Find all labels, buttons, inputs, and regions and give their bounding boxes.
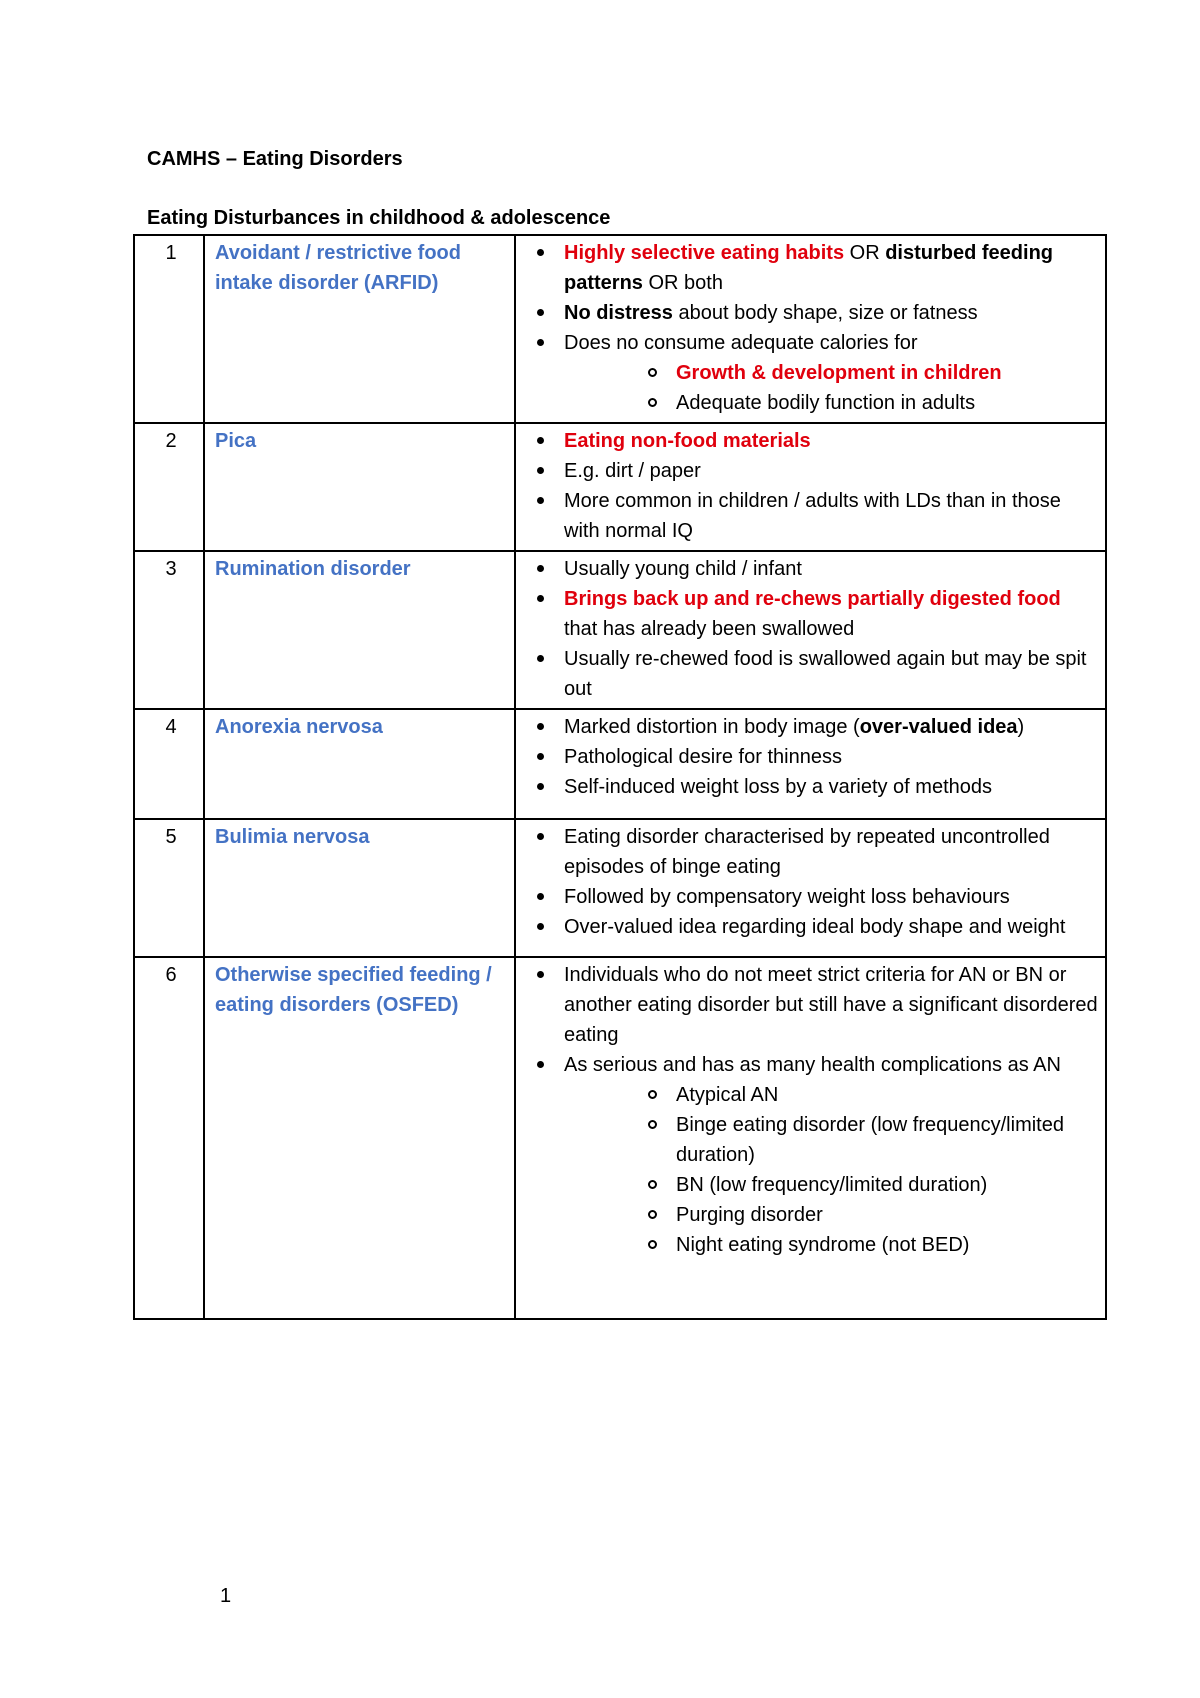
table-row [134,819,1106,957]
text-span: As serious and has as many health complications as AN [564,1054,1061,1076]
list-item [526,1050,1099,1260]
bullet-list [526,822,1099,942]
sub-list-item: Growth & development in children [564,358,1099,388]
highlight-text: Brings back up and re-chews partially digested food [564,588,1061,610]
list-item: Individuals who do not meet strict criteria for AN or BN or another eating disorder but still have a significant disordered eating [526,960,1099,1050]
disorder-details [515,819,1106,957]
disorder-details [515,235,1106,423]
sub-list-item: Atypical AN [564,1080,1099,1110]
text-span: ) [1017,716,1025,738]
disorder-name: Avoidant / restrictive food intake disorder (ARFID) [204,235,515,423]
list-item: Over-valued idea regarding ideal body shape and weight [526,912,1099,942]
list-item: Eating disorder characterised by repeated uncontrolled episodes of binge eating [526,822,1099,882]
page-title: CAMHS – Eating Disorders [147,148,403,170]
section-heading: Eating Disturbances in childhood & adolescence [147,207,611,229]
bullet-list [526,426,1099,546]
disorder-details [515,423,1106,551]
disorder-name: Anorexia nervosa [204,709,515,819]
list-item [526,328,1099,418]
list-item: Usually re-chewed food is swallowed again but may be spit out [526,644,1099,704]
text-span: Does no consume adequate calories for [564,332,918,354]
sub-list [564,1080,1099,1260]
sub-list [564,358,1099,418]
bold-text: disturbed feeding patterns [564,242,1054,294]
bold-text: No distress [564,302,673,324]
list-item [526,298,1099,328]
list-item [526,584,1099,644]
disorder-name: Bulimia nervosa [204,819,515,957]
list-item [526,238,1099,298]
eating-disorders-table [133,234,1107,1320]
sub-list-item: BN (low frequency/limited duration) [564,1170,1099,1200]
sub-list-item: Night eating syndrome (not BED) [564,1230,1099,1260]
sub-list-item: Purging disorder [564,1200,1099,1230]
row-number: 3 [134,551,204,709]
list-item [526,712,1099,742]
table-row [134,709,1106,819]
disorder-name: Pica [204,423,515,551]
row-number: 5 [134,819,204,957]
text-span: Marked distortion in body image ( [564,716,860,738]
text-span: OR [844,242,886,264]
row-number: 1 [134,235,204,423]
list-item: More common in children / adults with LDs than in those with normal IQ [526,486,1099,546]
row-number: 6 [134,957,204,1319]
list-item: Eating non-food materials [526,426,1099,456]
bullet-list [526,712,1099,802]
table-row [134,235,1106,423]
list-item: Pathological desire for thinness [526,742,1099,772]
row-number: 2 [134,423,204,551]
sub-list-item: Adequate bodily function in adults [564,388,1099,418]
page-number: 1 [220,1585,232,1607]
list-item: Followed by compensatory weight loss behaviours [526,882,1099,912]
disorder-details [515,957,1106,1319]
text-span: that has already been swallowed [564,618,855,640]
disorder-details [515,551,1106,709]
bullet-list [526,238,1099,418]
list-item: Usually young child / infant [526,554,1099,584]
highlight-text: Highly selective eating habits [564,242,845,264]
list-item: Self-induced weight loss by a variety of methods [526,772,1099,802]
disorder-details [515,709,1106,819]
bullet-list [526,554,1099,704]
sub-list-item: Binge eating disorder (low frequency/limited duration) [564,1110,1099,1170]
bold-text: over-valued idea [859,716,1018,738]
table-row [134,957,1106,1319]
row-number: 4 [134,709,204,819]
table-row [134,551,1106,709]
table-row [134,423,1106,551]
disorder-name: Rumination disorder [204,551,515,709]
text-span: OR both [642,272,723,294]
list-item: E.g. dirt / paper [526,456,1099,486]
text-span: about body shape, size or fatness [672,302,978,324]
disorder-name: Otherwise specified feeding / eating disorders (OSFED) [204,957,515,1319]
bullet-list [526,960,1099,1260]
